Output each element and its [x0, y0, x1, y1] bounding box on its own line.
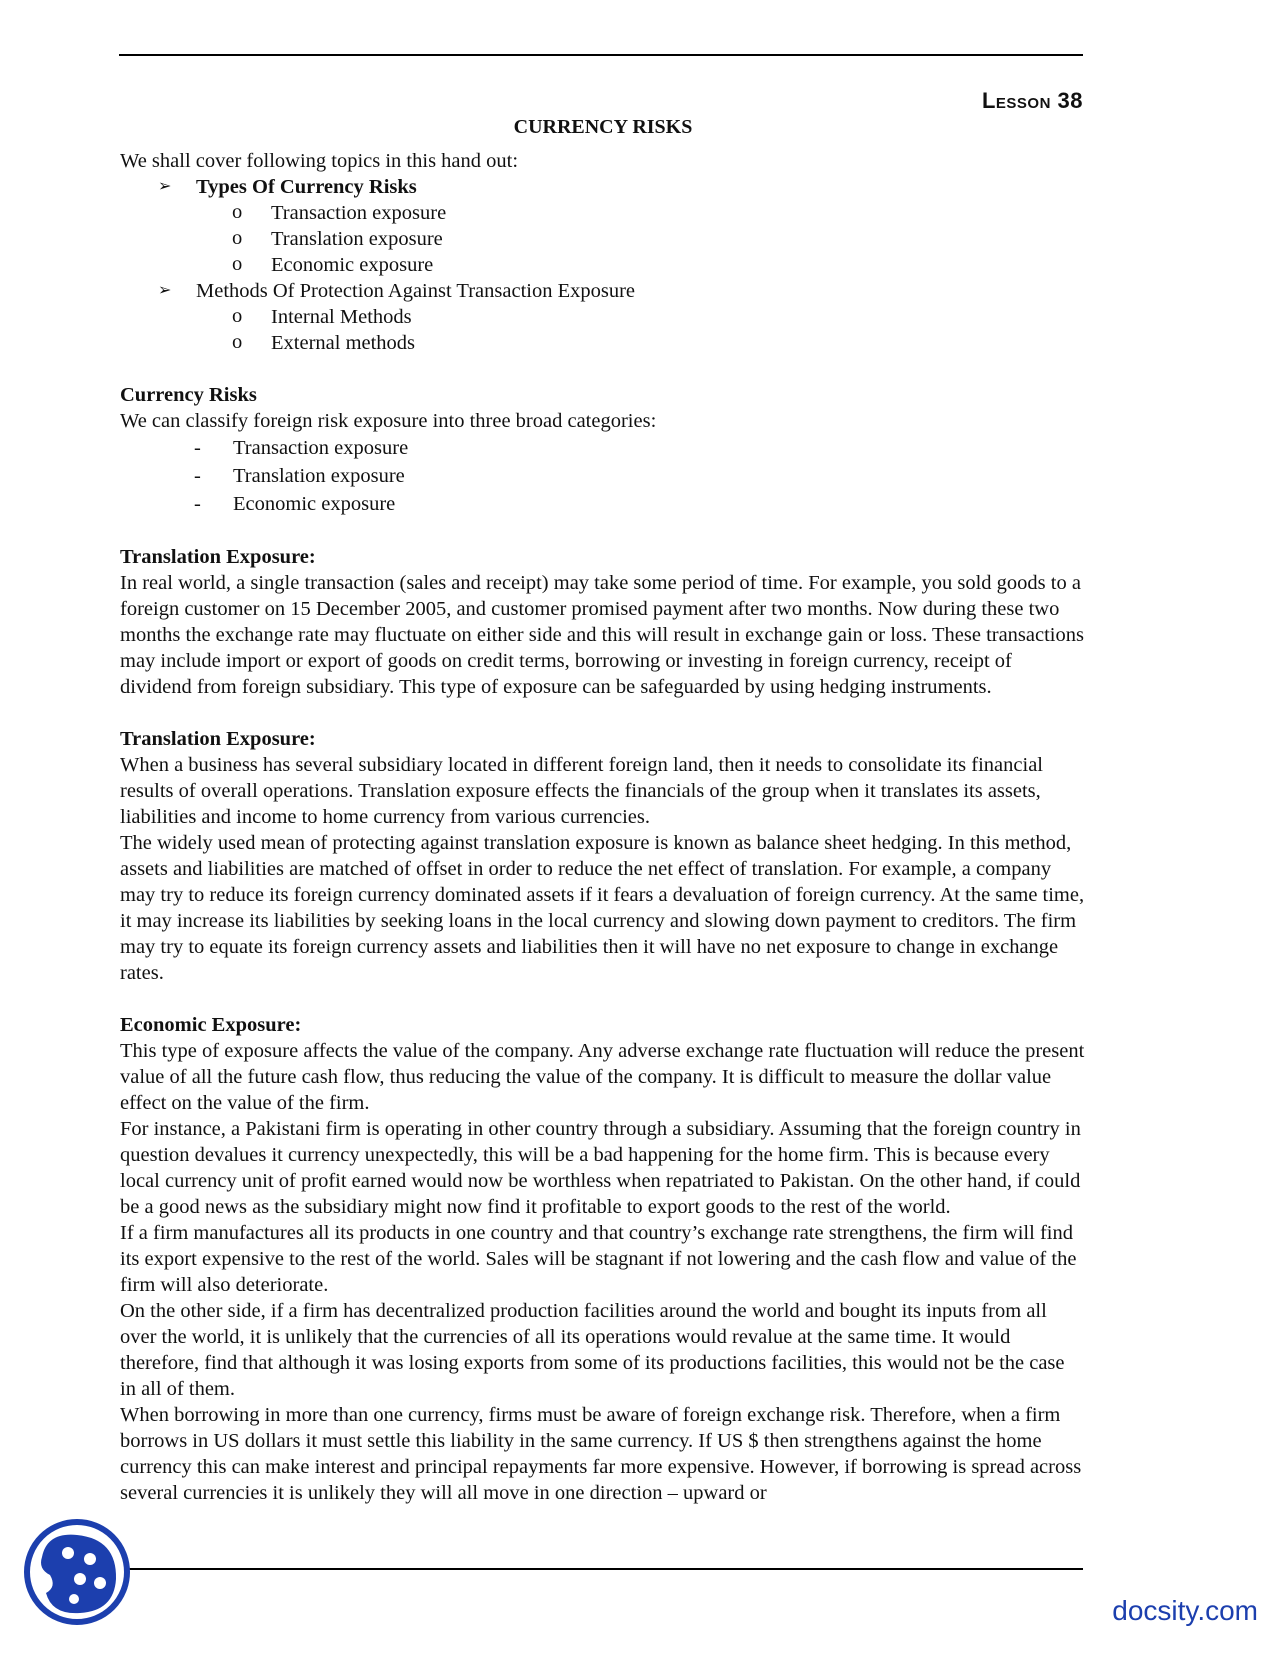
paragraph: In real world, a single transaction (sales and receipt) may take some period of time. For example, you sold goods to a foreign customer on 15 December 2005, and customer promised payment after two months. Now during these two months the exchange rate may fluctuate on either side and this will result in exchange gain or loss. These transactions may include import or export of goods on credit terms, borrowing or investing in foreign currency, receipt of dividend from foreign subsidiary. This type of exposure can be safeguarded by using hedging instruments.	[120, 572, 1084, 698]
section-heading: Translation Exposure:	[120, 728, 316, 750]
dash-bullet-icon: -	[194, 465, 201, 487]
dash-bullet-icon: -	[194, 437, 201, 459]
document-body	[120, 148, 1085, 1506]
section-lead: We can classify foreign risk exposure into three broad categories:	[120, 410, 657, 432]
section-heading: Translation Exposure:	[120, 546, 316, 568]
top-rule	[119, 54, 1083, 56]
list-item: - Economic exposure	[120, 490, 1085, 518]
paragraph: When a business has several subsidiary located in different foreign land, then it needs to consolidate its financial results of overall operations. Translation exposure effects the financials of the group when it translates its assets, liabilities and income to home currency from various currencies.	[120, 754, 1043, 828]
arrow-bullet-icon: ➢	[158, 282, 172, 299]
outline-subitem: o External methods	[232, 331, 416, 354]
outline-item	[120, 278, 1085, 304]
outline-label: Methods Of Protection Against Transaction Exposure	[196, 280, 636, 302]
paragraph: For instance, a Pakistani firm is operating in other country through a subsidiary. Assuming that the foreign country in question devalues it currency unexpectedly, this will be a bad happening for the home firm. This is because every local currency unit of profit earned would now be worthless when repatriated to Pakistan. On the other hand, if could be a good news as the subsidiary might now find it profitable to export goods to the rest of the world.	[120, 1118, 1081, 1218]
paragraph: If a firm manufactures all its products in one country and that country’s exchange rate strengthens, the firm will find its export expensive to the rest of the world. Sales will be stagnant if not lowering and the cash flow and value of the firm will also deteriorate.	[120, 1222, 1077, 1296]
lesson-label: Lesson 38	[981, 88, 1083, 113]
section-heading: Economic Exposure:	[120, 1014, 302, 1036]
arrow-bullet-icon: ➢	[158, 178, 172, 195]
outline-subitem: o Translation exposure	[232, 227, 443, 250]
list-item: - Transaction exposure	[120, 434, 1085, 462]
paragraph: This type of exposure affects the value of the company. Any adverse exchange rate fluctuation will reduce the present value of all the future cash flow, thus reducing the value of the company. It is difficult to measure the dollar value effect on the value of the firm.	[120, 1040, 1085, 1114]
dash-bullet-icon: -	[194, 493, 201, 515]
paragraph: On the other side, if a firm has decentralized production facilities around the world and bought its inputs from all over the world, it is unlikely that the currencies of all its operations would revalue at the same time. It would therefore, find that although it was losing exports from some of its productions facilities, this would not be the case in all of them.	[120, 1300, 1065, 1400]
paragraph: The widely used mean of protecting against translation exposure is known as balance sheet hedging. In this method, assets and liabilities are matched of offset in order to reduce the net effect of translation. For example, a company may try to reduce its foreign currency dominated assets if it fears a devaluation of foreign currency. At the same time, it may increase its liabilities by seeking loans in the local currency and slowing down payment to creditors. The firm may try to equate its foreign currency assets and liabilities then it will have no net exposure to change in exchange rates.	[120, 832, 1085, 984]
docsity-watermark[interactable]: docsity.com	[1112, 1595, 1258, 1626]
circle-bullet-icon: o	[232, 227, 243, 249]
page-title: CURRENCY RISKS	[513, 116, 693, 138]
outline-subitem: o Transaction exposure	[232, 201, 447, 224]
paragraph: When borrowing in more than one currency, firms must be aware of foreign exchange risk. Therefore, when a firm borrows in US dollars it must settle this liability in the same currency. If US $ then strengthens against the home currency this can make interest and principal repayments far more expensive. However, if borrowing is spread across several currencies it is unlikely they will all move in one direction – upward or	[120, 1404, 1082, 1504]
circle-bullet-icon: o	[232, 331, 243, 353]
circle-bullet-icon: o	[232, 201, 243, 223]
outline-subitem: o Internal Methods	[232, 305, 412, 328]
circle-bullet-icon: o	[232, 305, 243, 327]
docsity-logo-icon[interactable]	[22, 1517, 132, 1627]
circle-bullet-icon: o	[232, 253, 243, 275]
section-heading: Currency Risks	[120, 384, 257, 406]
list-item: - Translation exposure	[120, 462, 1085, 490]
outline-item	[120, 174, 1085, 200]
outline-subitem: o Economic exposure	[232, 253, 434, 276]
intro-text: We shall cover following topics in this hand out:	[120, 150, 519, 172]
bottom-rule	[119, 1568, 1083, 1570]
outline-label: Types Of Currency Risks	[196, 176, 417, 198]
